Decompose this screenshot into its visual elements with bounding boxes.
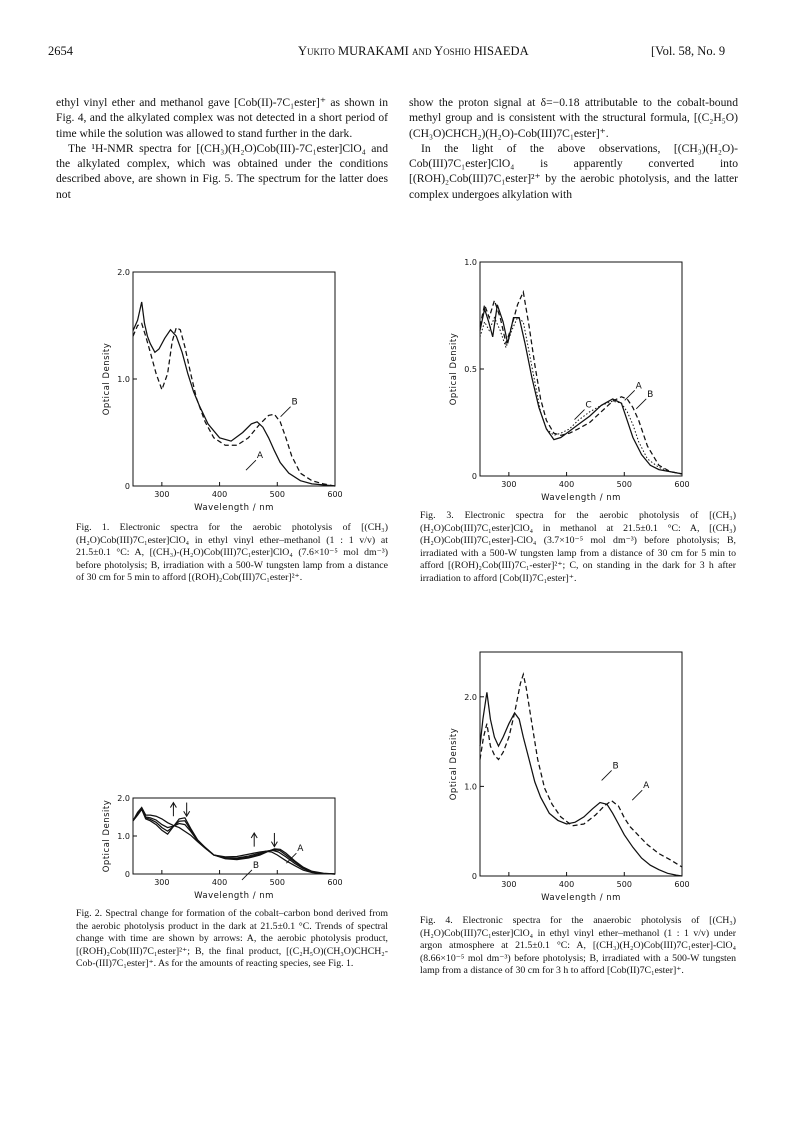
curve-label: C xyxy=(585,400,592,411)
curve-label: B xyxy=(291,397,298,408)
left-paragraph-1: ethyl vinyl ether and methanol gave [Cob(II)-7C₁ester]⁺ as shown in Fig. 4, and the alkylated complex was not detected in a short period of time while the solution was allowed to stand further in the dark. xyxy=(56,96,388,140)
curve-label: B xyxy=(612,761,619,772)
y-tick-label: 0 xyxy=(471,872,477,881)
curve-label: A xyxy=(635,381,642,392)
series-line-a xyxy=(133,302,335,486)
x-tick-label: 500 xyxy=(616,480,632,489)
left-column-text xyxy=(56,95,388,202)
figure-3-chart xyxy=(437,252,707,504)
page-number: 2654 xyxy=(48,44,73,58)
right-paragraph-2: In the light of the above observations, [(CH₃)(H₂O)-Cob(III)7C₁ester]ClO₄ is apparently converted into [(ROH)₂Cob(III)7C₁ester]²⁺ by the aerobic photolysis, and the latter complex undergoes alkylation with xyxy=(409,141,738,201)
plot-frame xyxy=(480,652,682,876)
x-tick-label: 400 xyxy=(211,878,228,887)
right-paragraph-1: show the proton signal at δ=−0.18 attributable to the cobalt-bound methyl group and is consistent with the structural formula, [(C₂H₅O)(CH₃O)CHCH₂)(H₂O)-Cob(III)7C₁ester]⁺. xyxy=(409,96,738,140)
y-tick-label: 1.0 xyxy=(117,375,130,384)
curve-label-leader xyxy=(632,790,642,800)
x-tick-label: 300 xyxy=(501,880,517,889)
series-line-b xyxy=(133,808,335,875)
series-line-intermediate-2 xyxy=(133,809,335,874)
x-tick-label: 600 xyxy=(327,490,343,499)
x-axis-label: Wavelength / nm xyxy=(541,893,621,903)
x-tick-label: 300 xyxy=(501,480,517,489)
x-tick-label: 600 xyxy=(674,480,690,489)
x-tick-label: 300 xyxy=(154,878,170,887)
curve-label-leader xyxy=(575,410,585,420)
y-tick-label: 1.0 xyxy=(117,832,130,841)
x-tick-label: 500 xyxy=(269,878,285,887)
series-line-b xyxy=(480,292,682,474)
plot-frame xyxy=(480,262,682,476)
curve-label-leader xyxy=(281,407,291,417)
figure-1-caption: Fig. 1. Electronic spectra for the aerobic photolysis of [(CH₃)(H₂O)Cob(III)7C₁ester]ClO₄ in ethyl vinyl ether–methanol (1 : 1 v/v) at 21.5±0.1 °C: A, [(CH₃)-(H₂O)Cob(III)7C₁ester]ClO₄ (7.6×10⁻⁵ mol dm⁻³) before photolysis; B, irradiation with a 500-W tungsten lamp from a distance of 30 cm for 5 min to afford [(ROH)₂Cob(III)7C₁ester]²⁺. xyxy=(76,522,388,584)
x-tick-label: 300 xyxy=(154,490,170,499)
y-tick-label: 0 xyxy=(124,870,130,879)
x-tick-label: 400 xyxy=(211,490,228,499)
x-tick-label: 600 xyxy=(327,878,343,887)
figure-2-chart xyxy=(90,790,360,902)
x-tick-label: 400 xyxy=(558,880,575,889)
y-tick-label: 2.0 xyxy=(117,268,130,277)
curve-label-leader xyxy=(602,770,612,780)
figure-3-caption: Fig. 3. Electronic spectra for the aerobic photolysis of [(CH₃)(H₂O)Cob(III)7C₁ester]ClO₄ in methanol at 21.5±0.1 °C: A, [(CH₃)(H₂O)Cob(III)7C₁ester]-ClO₄ (3.7×10⁻⁵ mol dm⁻³) before photolysis; B, irradiated with a 500-W tungsten lamp from a distance of 30 cm for 5 min to afford [(ROH)₂Cob(III)7C₁-ester]²⁺; C, on standing in the dark for 3 h after irradiation to afford [Cob(II)7C₁ester]⁺. xyxy=(420,510,736,584)
y-tick-label: 1.0 xyxy=(464,258,477,267)
y-tick-label: 0 xyxy=(471,472,477,481)
x-tick-label: 500 xyxy=(269,490,285,499)
y-tick-label: 0.5 xyxy=(464,365,477,374)
figure-4-caption: Fig. 4. Electronic spectra for the anaerobic photolysis of [(CH₃)(H₂O)Cob(III)7C₁ester]ClO₄ in ethyl vinyl ether–methanol (1 : 1 v/v) under argon atmosphere at 21.5±0.1 °C: A, [(CH₃)(H₂O)Cob(III)7C₁ester]-ClO₄ (8.66×10⁻⁵ mol dm⁻³) before photolysis; B, irradiated with a 500-W tungsten lamp from a distance of 30 cm for 3 h to afford [Cob(II)7C₁ester]⁺. xyxy=(420,915,736,977)
curve-label: A xyxy=(256,451,264,462)
plot-frame xyxy=(133,798,335,874)
curve-label-leader xyxy=(636,399,646,409)
curve-label: A xyxy=(643,781,650,792)
x-tick-label: 600 xyxy=(674,880,690,889)
y-tick-label: 2.0 xyxy=(117,794,130,803)
curve-label: B xyxy=(252,860,260,871)
curve-label: A xyxy=(297,844,304,855)
figure-1-chart xyxy=(90,262,360,512)
series-line-intermediate-3 xyxy=(133,809,335,874)
curve-label-leader xyxy=(242,870,252,880)
curve-label: B xyxy=(647,389,654,400)
y-tick-label: 1.0 xyxy=(464,782,477,792)
x-tick-label: 400 xyxy=(558,480,575,489)
curve-label-leader xyxy=(625,390,635,400)
journal-reference: [Vol. 58, No. 9 xyxy=(651,44,726,58)
right-column-text xyxy=(409,95,738,202)
x-axis-label: Wavelength / nm xyxy=(541,493,621,503)
y-axis-label: Optical Density xyxy=(102,799,112,873)
y-axis-label: Optical Density xyxy=(449,727,459,801)
curve-label-leader xyxy=(246,460,256,470)
y-tick-label: 0 xyxy=(124,482,130,491)
figure-4-chart xyxy=(437,642,707,904)
y-axis-label: Optical Density xyxy=(102,342,112,416)
series-line-b xyxy=(133,323,335,486)
plot-frame xyxy=(133,272,335,486)
series-line-a xyxy=(480,692,682,876)
running-head-authors: Yukito MURAKAMI and Yoshio HISAEDA xyxy=(298,44,529,58)
x-axis-label: Wavelength / nm xyxy=(194,891,274,901)
x-axis-label: Wavelength / nm xyxy=(194,503,274,513)
x-tick-label: 500 xyxy=(616,880,632,889)
y-tick-label: 2.0 xyxy=(464,692,477,702)
series-line-b xyxy=(480,674,682,867)
left-paragraph-2: The ¹H-NMR spectra for [(CH₃)(H₂O)Cob(III)-7C₁ester]ClO₄ and the alkylated complex, which was obtained under the conditions described above, are shown in Fig. 5. The spectrum for the latter does not xyxy=(56,141,388,201)
figure-2-caption: Fig. 2. Spectral change for formation of the cobalt–carbon bond derived from the aerobic photolysis product in the dark at 21.5±0.1 °C. Trends of spectral change with time are shown by arrows: A, the aerobic photolysis product, [(ROH)₂Cob(III)7C₁ester]²⁺; B, the final product, [(C₂H₅O)(CH₃O)CHCH₂-Cob-(III)7C₁ester]⁺. As for the amounts of reacting species, see Fig. 1. xyxy=(76,908,388,970)
y-axis-label: Optical Density xyxy=(449,332,459,406)
